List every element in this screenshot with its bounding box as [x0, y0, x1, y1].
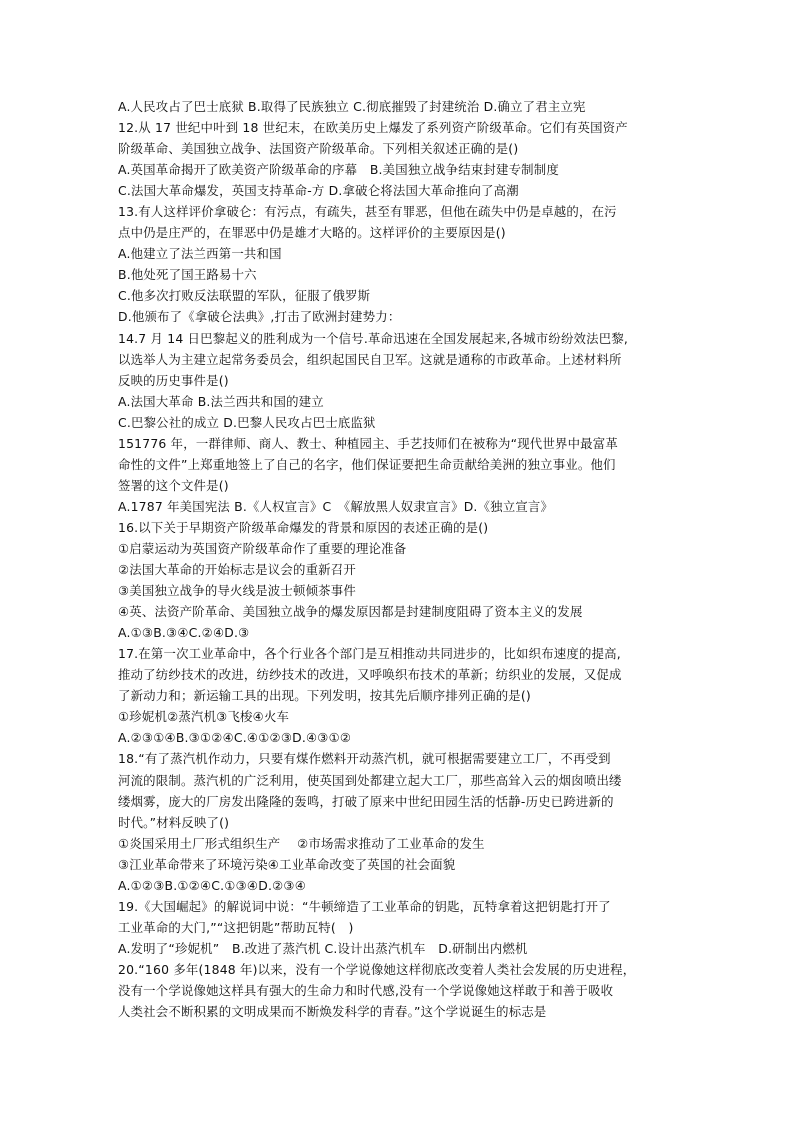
text-line: 19.《大国崛起》的解说词中说：“牛顿缔造了工业革命的钥匙，瓦特拿着这把钥匙打开了	[118, 898, 611, 914]
text-line: 阶级革命、美国独立战争、法国资产阶级革命。下列相关叙述正确的是()	[118, 141, 519, 157]
text-line: 13.有人这样评价拿破仑：有污点，有疏失，甚至有罪恶，但他在疏失中仍是卓越的，在污	[118, 204, 617, 220]
text-line: 人类社会不断积累的文明成果而不断焕发科学的青春。”这个学说诞生的标志是	[118, 1004, 547, 1020]
text-line: 14.7 月 14 日巴黎起义的胜利成为一个信号.革命迅速在全国发展起来,各城市纷纷效法巴黎,	[118, 330, 629, 346]
text-line: C.他多次打败反法联盟的军队，征服了俄罗斯	[118, 288, 371, 304]
text-line: A.②③①④B.③①②④C.④①②③D.④③①②	[118, 730, 352, 746]
text-line: A.人民攻占了巴士底狱 B.取得了民族独立 C.彻底摧毁了封建统治 D.确立了君主立宪	[118, 99, 586, 114]
text-line: C.巴黎公社的成立 D.巴黎人民攻占巴士底监狱	[118, 414, 376, 430]
text-line: A.发明了“珍妮机” B.改进了蒸汽机 C.设计出蒸汽机车 D.研制出内燃机	[118, 940, 528, 956]
document-page	[118, 96, 678, 1022]
text-line: A.1787 年美国宪法 B.《人权宣言》C 《解放黑人奴隶宣言》D.《独立宣言》	[118, 498, 554, 514]
text-line: A.①②③B.①②④C.①③④D.②③④	[118, 877, 307, 893]
text-line: ④英、法资产阶革命、美国独立战争的爆发原因都是封建制度阻碍了资本主义的发展	[118, 604, 583, 620]
text-line: 了新动力和；新运输工具的出现。下列发明，按其先后顺序排列正确的是()	[118, 688, 531, 704]
text-line: B.他处死了国王路易十六	[118, 267, 257, 283]
text-line: A.他建立了法兰西第一共和国	[118, 246, 282, 262]
text-line: 点中仍是庄严的，在罪恶中仍是雄才大略的。这样评价的主要原因是()	[118, 225, 506, 241]
text-line: ①启蒙运动为英国资产阶级革命作了重要的理论准备	[118, 540, 407, 556]
text-line: 没有一个学说像她这样具有强大的生命力和时代感,没有一个学说像她这样敢于和善于吸收	[118, 982, 614, 998]
text-line: 16.以下关于早期资产阶级革命爆发的背景和原因的表述正确的是()	[118, 519, 489, 535]
text-line: C.法国大革命爆发，英国支持革命-方 D.拿破仑将法国大革命推向了高潮	[118, 183, 519, 199]
text-line: 推动了纺纱技术的改进，纺纱技术的改进，又呼唤织布技术的革新；纺织业的发展，又促成	[118, 667, 622, 683]
text-line: 18.“有了蒸汽机作动力，只要有煤作燃料开动蒸汽机，就可根据需要建立工厂，不再受到	[118, 751, 611, 767]
text-line: ②法国大革命的开始标志是议会的重新召开	[118, 562, 356, 578]
text-line: D.他颁布了《拿破仑法典》,打击了欧洲封建势力：	[118, 309, 401, 325]
text-line: A.法国大革命 B.法兰西共和国的建立	[118, 393, 324, 409]
text-line: 以选举人为主建立起常务委员会，组织起国民自卫军。这就是通称的市政革命。上述材料所	[118, 351, 622, 367]
text-line: ①珍妮机②蒸汽机③飞梭④火车	[118, 709, 290, 725]
text-line: 时代。”材料反映了()	[118, 814, 230, 830]
text-line: 17.在第一次工业革命中，各个行业各个部门是互相推动共同进步的，比如织布速度的提高,	[118, 646, 621, 662]
text-line: 20.“160 多年(1848 年)以来，没有一个学说像她这样彻底改变着人类社会发展的历史进程，	[118, 961, 636, 977]
text-line: 命性的文件”上郑重地签上了自己的名字，他们保证要把生命贡献给美洲的独立事业。他们	[118, 456, 616, 472]
text-line: A.英国革命揭开了欧美资产阶级革命的序幕 B.美国独立战争结束封建专制制度	[118, 162, 559, 178]
text-line: 签署的这个文件是()	[118, 477, 229, 493]
text-line: 缕烟雾，庞大的厂房发出隆隆的轰鸣，打破了原来中世纪田园生活的恬静-历史已跨进新的	[118, 793, 614, 809]
text-line: 12.从 17 世纪中叶到 18 世纪末，在欧美历史上爆发了系列资产阶级革命。它们有英国资产	[118, 120, 628, 136]
text-line: ③江业革命带来了环境污染④工业革命改变了英国的社会面貌	[118, 856, 456, 872]
text-line: 反映的历史事件是()	[118, 372, 229, 388]
text-line: ③美国独立战争的导火线是波士顿倾茶事件	[118, 583, 356, 599]
text-line: 河流的限制。蒸汽机的广泛利用，使英国到处都建立起大工厂，那些高耸入云的烟囱喷出缕	[118, 772, 622, 788]
text-line: 151776 年，一群律师、商人、教士、种植园主、手艺技师们在被称为“现代世界中最富革	[118, 435, 618, 451]
text-line: A.①③B.③④C.②④D.③	[118, 625, 250, 641]
text-line: ①炎国采用土厂形式组织生产 ②市场需求推动了工业革命的发生	[118, 835, 485, 851]
text-line: 工业革命的大门,”“这把钥匙”帮助瓦特( )	[118, 919, 354, 935]
